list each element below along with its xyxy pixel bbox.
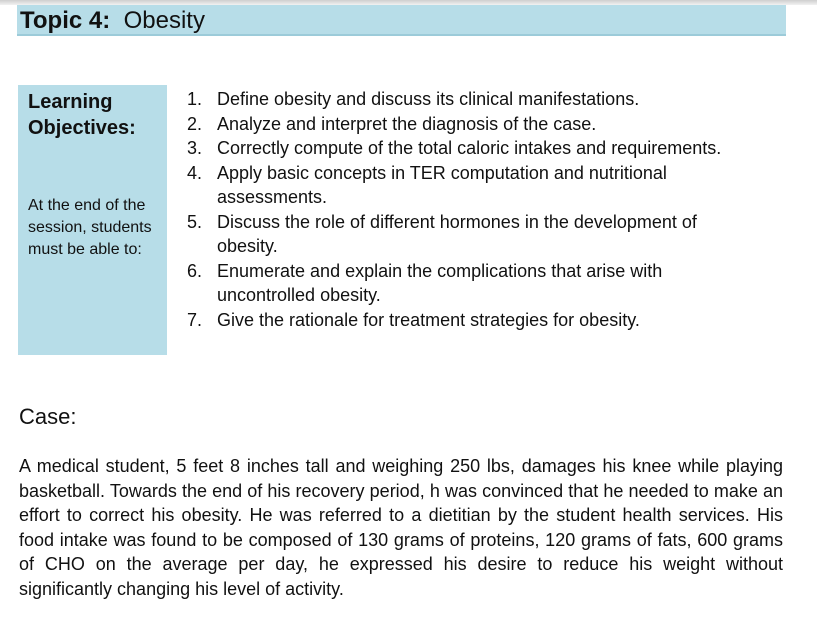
objectives-list — [187, 87, 747, 332]
objective-number: 4. — [187, 162, 203, 183]
objective-number: 3. — [187, 138, 203, 158]
title-band — [17, 5, 786, 36]
objective-item — [187, 210, 747, 259]
objectives-subtext: At the end of the session, students must be able to: — [28, 197, 152, 258]
objective-text: Correctly compute of the total caloric intakes and requirements. — [217, 138, 722, 158]
objective-number: 2. — [187, 113, 203, 134]
page-title — [20, 7, 205, 35]
objectives-heading — [28, 89, 136, 141]
objective-number: 5. — [187, 211, 203, 232]
objective-text: Enumerate and explain the complications that arise with uncontrolled obesity. — [217, 260, 663, 305]
objective-item — [187, 87, 747, 112]
objectives-heading-line2: Objectives: — [28, 117, 136, 139]
objective-text: Apply basic concepts in TER computation and nutritional assessments. — [217, 162, 667, 207]
objectives-sidebar — [18, 85, 167, 355]
objective-item — [187, 112, 747, 137]
objective-number: 6. — [187, 260, 203, 281]
objectives-heading-line1: Learning — [28, 91, 113, 113]
title-separator: : — [102, 7, 111, 34]
case-heading: Case: — [19, 404, 77, 429]
objective-item — [187, 161, 747, 210]
objective-number: 1. — [187, 89, 203, 109]
objective-item — [187, 259, 747, 308]
case-paragraph: A medical student, 5 feet 8 inches tall and weighing 250 lbs, damages his knee while playing basketball. Towards the end of his recovery period, h was convinced that he needed to make an effort to correct his obesity. He was referred to a dietitian by the student health services. His food intake was found to be composed of 130 grams of proteins, 120 grams of fats, 600 grams of CHO on the average per day, he expressed his desire to reduce his weight without significantly changing his level of activity. — [19, 456, 783, 599]
objective-item — [187, 136, 747, 161]
objective-text: Analyze and interpret the diagnosis of the case. — [217, 113, 597, 134]
objective-text: Give the rationale for treatment strategies for obesity. — [217, 309, 640, 330]
topic-name: Obesity — [123, 7, 205, 34]
objective-text: Discuss the role of different hormones in the development of obesity. — [217, 211, 697, 256]
objective-item — [187, 308, 747, 333]
topic-label: Topic 4 — [20, 7, 103, 34]
objective-text: Define obesity and discuss its clinical manifestations. — [217, 89, 640, 109]
objective-number: 7. — [187, 309, 203, 330]
